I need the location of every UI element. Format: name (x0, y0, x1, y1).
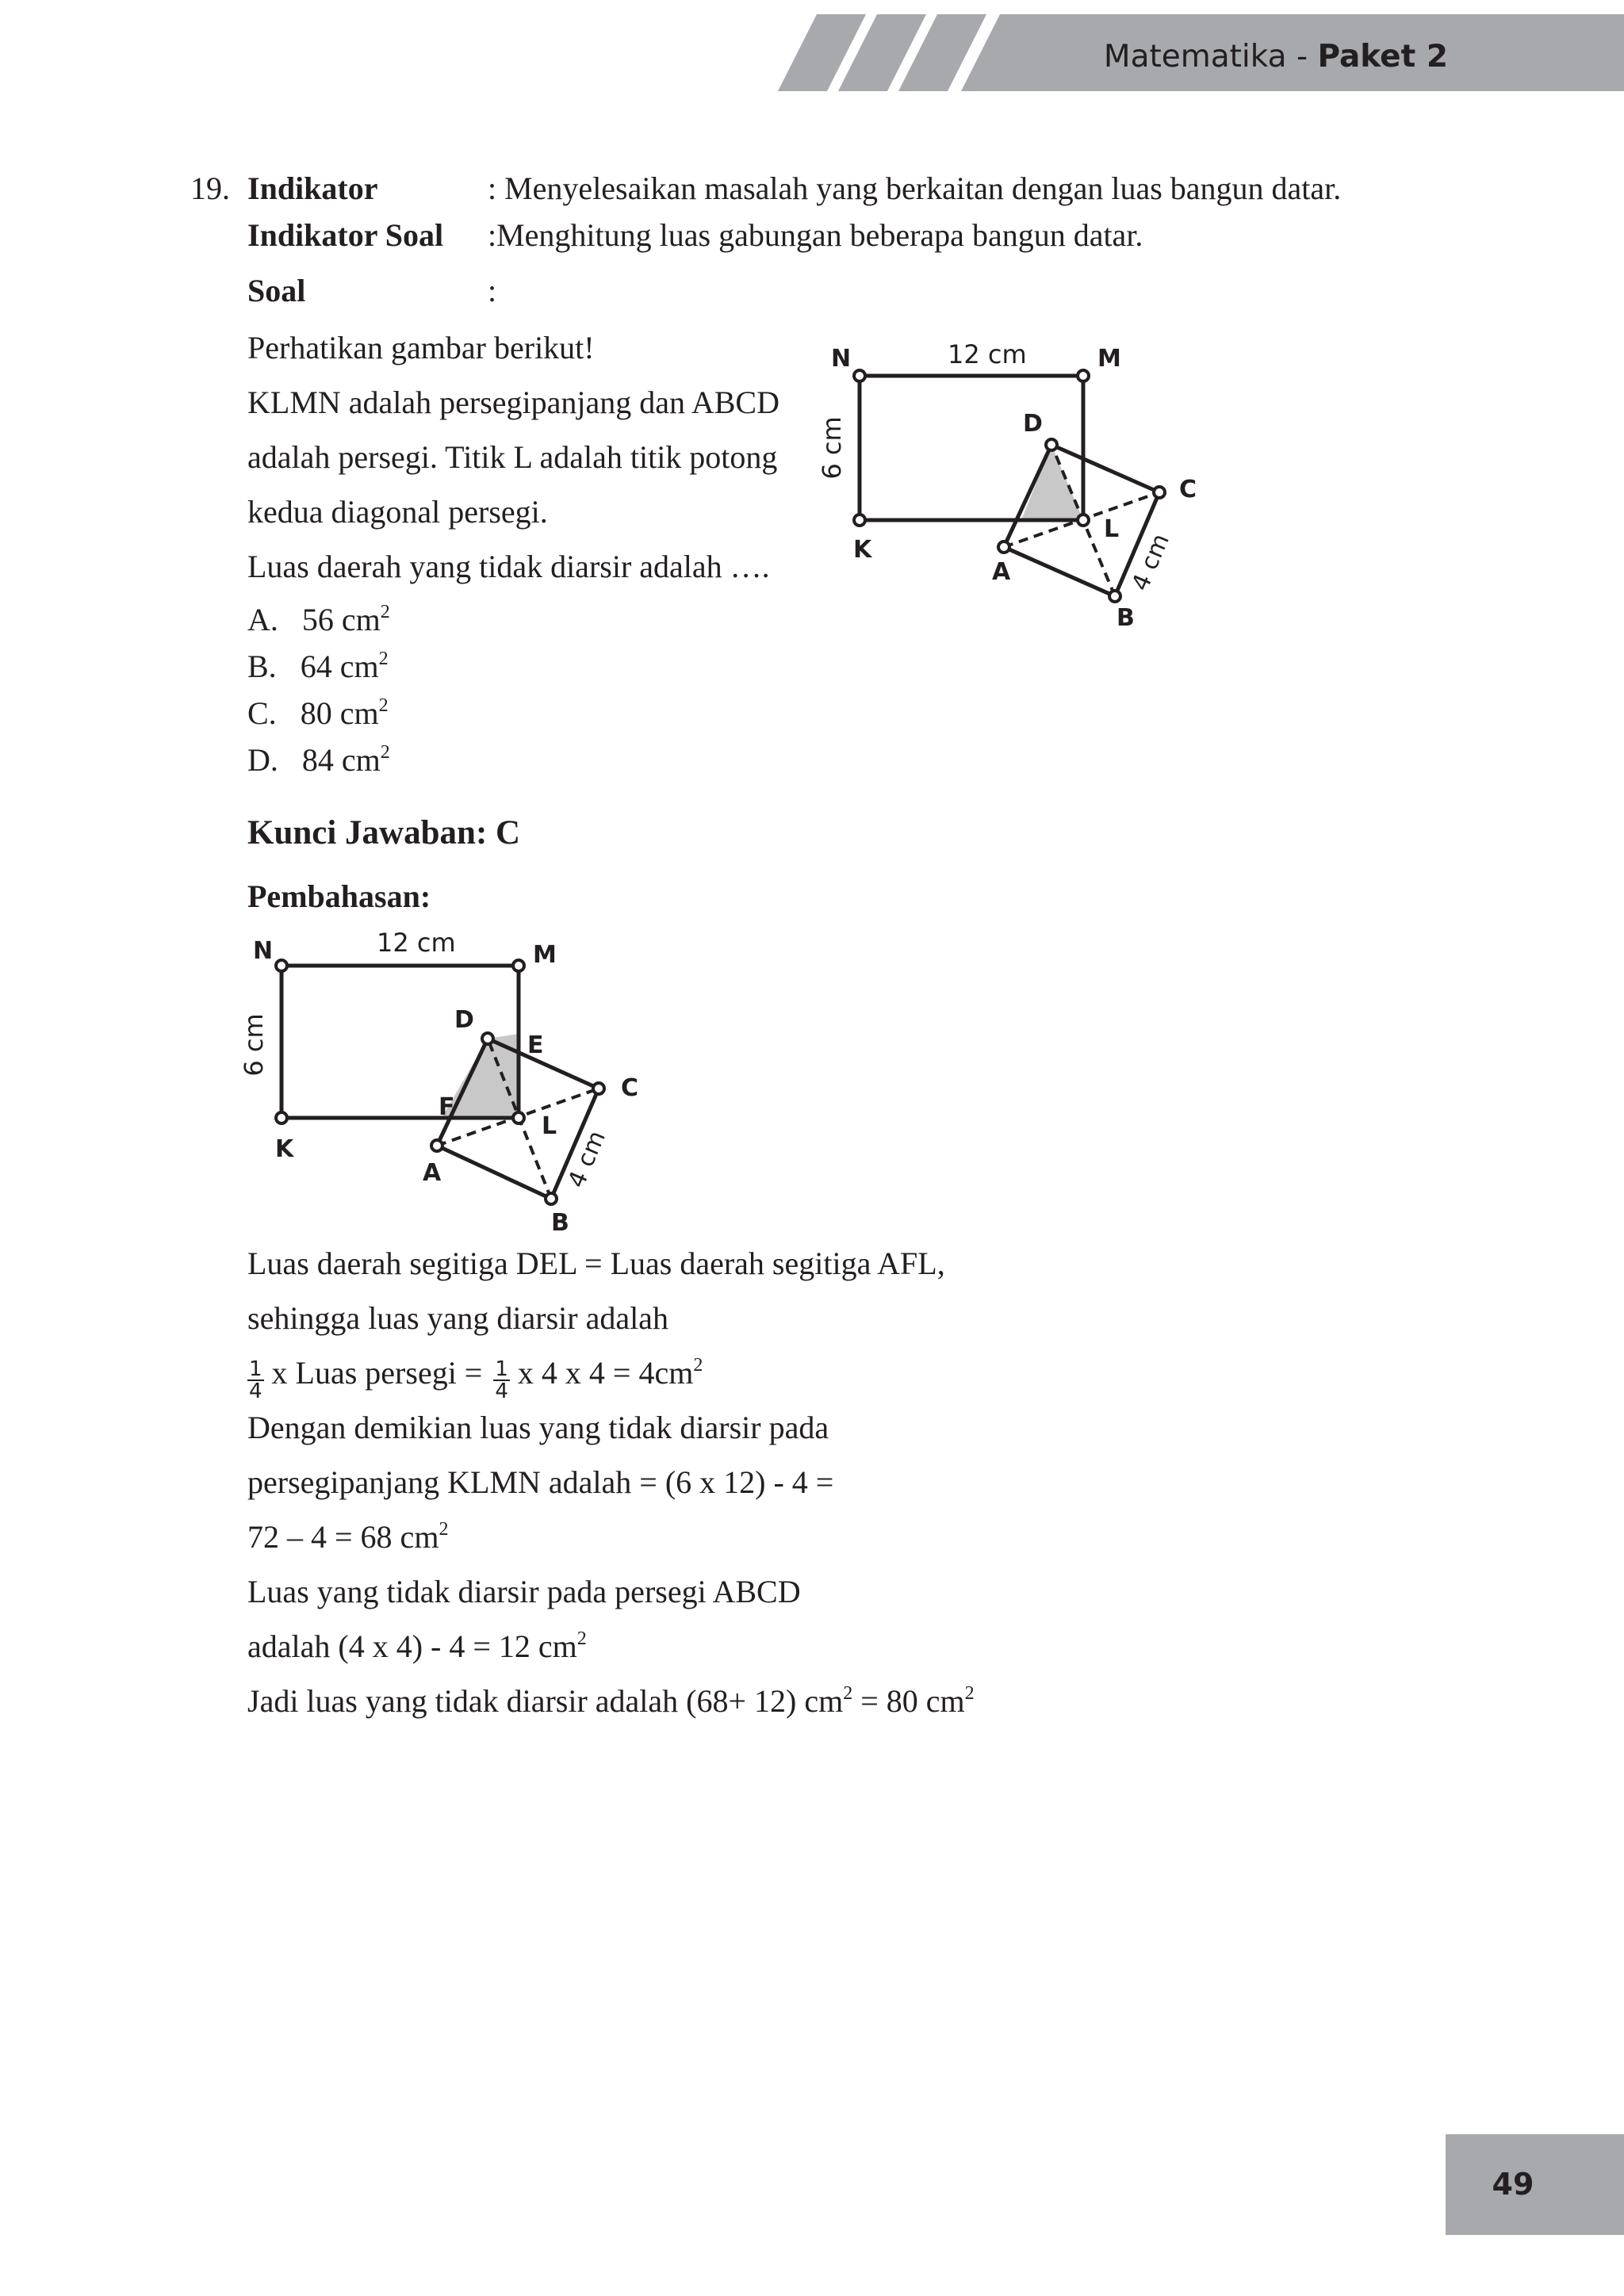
discussion-sup: 2 (843, 1683, 853, 1704)
label-side: 6 cm (817, 416, 847, 480)
header-subject: Matematika - (1103, 39, 1318, 75)
answer-key: Kunci Jawaban: C (247, 814, 521, 851)
discussion-line: Luas yang tidak diarsir pada persegi ABCD (247, 1574, 801, 1609)
header-title (1104, 35, 1448, 79)
discussion-line: persegipanjang KLMN adalah = (6 x 12) - 4 = (247, 1464, 834, 1500)
discussion-line: sehingga luas yang diarsir adalah (247, 1300, 668, 1336)
vertex-a (431, 1140, 442, 1151)
vertex-d (1046, 439, 1057, 450)
vertex-b (1109, 591, 1120, 602)
option-value: 84 cm (301, 742, 381, 778)
indicator-text: : Menyelesaikan masalah yang berkaitan dengan luas bangun datar. (488, 170, 1342, 206)
label-e: E (527, 1031, 544, 1059)
discussion-sup: 2 (439, 1519, 449, 1540)
discussion-line (247, 1518, 448, 1556)
option-sup: 2 (380, 602, 390, 622)
question-line: Perhatikan gambar berikut! (247, 330, 595, 365)
vertex-n (854, 370, 865, 381)
label-c: C (621, 1074, 639, 1102)
option-d (247, 741, 390, 779)
discussion-formula-line (247, 1354, 703, 1402)
discussion-line: Luas daerah segitiga DEL = Luas daerah segitiga AFL, (247, 1246, 945, 1281)
label-d: D (1023, 410, 1043, 438)
vertex-a (998, 541, 1009, 553)
label-m: M (533, 941, 557, 969)
option-b (247, 648, 389, 686)
label-c: C (1179, 476, 1197, 503)
label-square-side: 4 cm (1126, 530, 1175, 595)
discussion-sup: 2 (576, 1628, 587, 1649)
option-sup: 2 (378, 695, 389, 716)
soal-colon: : (488, 273, 497, 308)
header-package: Paket 2 (1317, 39, 1448, 75)
vertex-m (1078, 370, 1089, 381)
discussion-text: 72 – 4 = 68 cm (247, 1519, 439, 1555)
discussion-text: adalah (4 x 4) - 4 = 12 cm (247, 1628, 577, 1664)
question-line: adalah persegi. Titik L adalah titik potong (247, 439, 778, 475)
soal-label: Soal (247, 273, 306, 308)
label-m: M (1097, 345, 1121, 373)
vertex-c (593, 1083, 604, 1094)
vertex-d (482, 1033, 493, 1044)
formula-part: x Luas persegi = (271, 1355, 491, 1391)
discussion-line (247, 1628, 587, 1666)
question-line: kedua diagonal persegi. (247, 494, 548, 530)
fraction-denominator: 4 (495, 1380, 508, 1403)
indicator-label: Indikator (247, 170, 378, 206)
vertex-n (276, 960, 287, 971)
fraction-numerator: 1 (249, 1357, 262, 1381)
option-sup: 2 (380, 742, 390, 763)
label-k: K (853, 536, 872, 564)
discussion-line: Dengan demikian luas yang tidak diarsir pada (247, 1410, 829, 1445)
question-line: KLMN adalah persegipanjang dan ABCD (247, 385, 779, 420)
vertex-c (1154, 487, 1165, 498)
label-square-side: 4 cm (562, 1127, 611, 1192)
option-value: 80 cm (300, 695, 379, 731)
vertex-l (1078, 515, 1089, 526)
formula-sup: 2 (693, 1355, 703, 1376)
discussion-text: = 80 cm (852, 1683, 965, 1719)
option-c (247, 695, 389, 733)
option-a (247, 601, 390, 639)
discussion-sup: 2 (964, 1683, 975, 1704)
fraction-numerator: 1 (495, 1357, 508, 1381)
option-letter: B. (247, 649, 277, 684)
question-indicator-text: :Menghitung luas gabungan beberapa bangun datar. (488, 217, 1143, 253)
formula-part: x 4 x 4 = 4cm (517, 1355, 694, 1391)
label-a: A (992, 558, 1011, 586)
page-number: 49 (1492, 2167, 1534, 2202)
vertex-m (513, 960, 524, 971)
discussion-figure (239, 920, 662, 1237)
option-letter: A. (247, 602, 278, 637)
label-top: 12 cm (377, 928, 456, 958)
label-top: 12 cm (948, 339, 1027, 369)
vertex-b (546, 1193, 557, 1204)
label-a: A (423, 1159, 442, 1187)
discussion-line (247, 1682, 975, 1720)
option-letter: C. (247, 695, 277, 731)
question-figure (817, 333, 1237, 642)
label-l: L (1104, 515, 1120, 543)
label-n: N (253, 937, 274, 965)
label-k: K (275, 1135, 294, 1163)
label-side: 6 cm (239, 1013, 269, 1077)
option-value: 56 cm (301, 602, 381, 637)
vertex-l (513, 1112, 524, 1123)
discussion-text: Jadi luas yang tidak diarsir adalah (68+ 12) cm (247, 1683, 844, 1719)
label-l: L (542, 1112, 557, 1140)
label-b: B (1116, 604, 1135, 632)
question-number: 19. (190, 170, 230, 206)
label-f: F (439, 1093, 455, 1121)
vertex-k (854, 515, 865, 526)
fraction-denominator: 4 (249, 1380, 262, 1403)
label-d: D (454, 1006, 474, 1034)
option-value: 64 cm (300, 649, 379, 684)
label-b: B (551, 1209, 569, 1237)
option-sup: 2 (378, 649, 389, 669)
option-letter: D. (247, 742, 278, 778)
fraction (493, 1359, 510, 1402)
discussion-label: Pembahasan: (247, 878, 431, 914)
question-indicator-label: Indikator Soal (247, 217, 444, 253)
label-n: N (831, 345, 852, 373)
fraction (247, 1359, 264, 1402)
vertex-k (276, 1112, 287, 1123)
question-line: Luas daerah yang tidak diarsir adalah …. (247, 549, 770, 584)
